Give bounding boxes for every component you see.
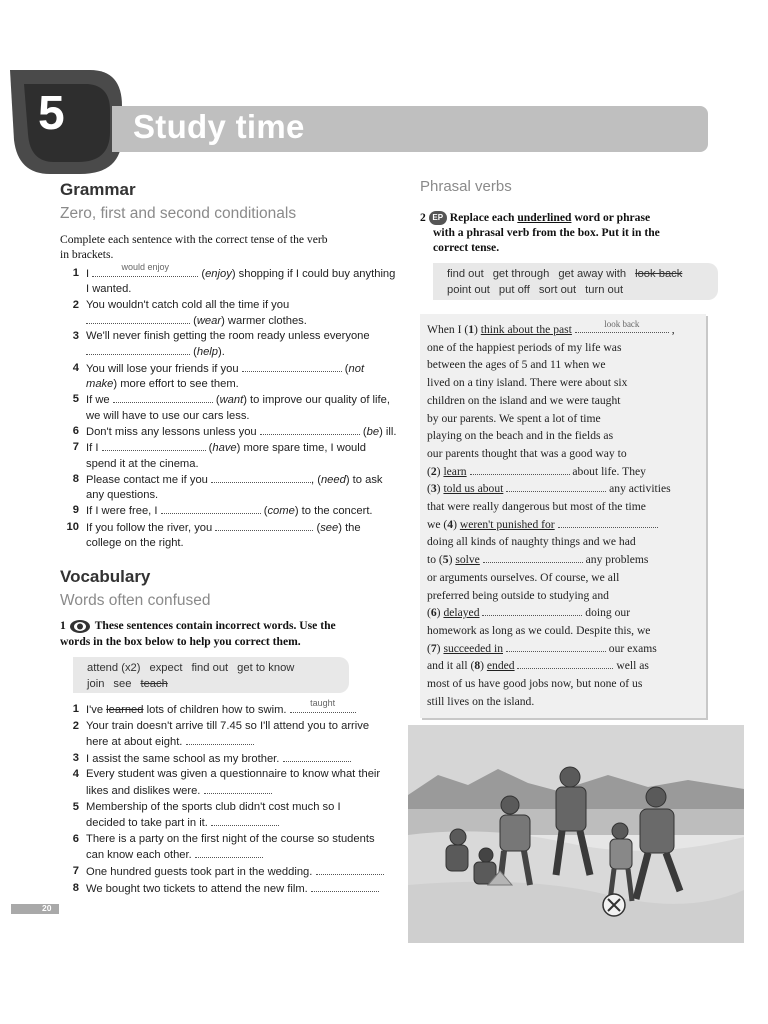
vocab-item: 5 Membership of the sports club didn't cost much so I decided to take part in it. bbox=[72, 800, 341, 830]
box-word: join bbox=[87, 678, 105, 690]
box-word-used: look back bbox=[635, 268, 683, 280]
box-word: find out bbox=[191, 662, 229, 674]
story-text: When I (1) think about the past look back , one of the happiest periods of my life was between the ages of 5 and 11 when we lived on a tiny island. There were about six children on the island and we were taught by our parents. We spent a lot of time playing on the beach and in the fields as our parents thought that was a good way to (2) learn about life. They (3) told us about any activities that were really dangerous but most of the time we (4) weren't punished for doing all kinds of naughty things and we had to (5) solve any problems or arguments ourselves. Of course, we all preferred being outside to studying and (6) delayed doing our homework as long as we could. Despite this, we (7) succeeded in our exams and it all (8) ended well as most of us have good jobs now, but none of us still lives on the island. bbox=[427, 319, 675, 708]
eye-icon bbox=[69, 619, 91, 634]
answer-blank[interactable] bbox=[311, 881, 379, 892]
grammar-item: 8 Please contact me if you , (need) to ask any questions. bbox=[72, 472, 383, 502]
box-word-used: teach bbox=[140, 678, 168, 690]
answer-blank[interactable] bbox=[483, 552, 583, 563]
answer-blank[interactable] bbox=[470, 464, 570, 475]
box-word: get to know bbox=[237, 662, 295, 674]
vocab-item: 6 There is a party on the first night of the course so students can know each other. bbox=[72, 832, 375, 862]
box-word: get through bbox=[492, 268, 550, 280]
answer-blank[interactable] bbox=[558, 517, 658, 528]
box-word: find out bbox=[447, 268, 484, 280]
grammar-heading: Grammar bbox=[60, 180, 136, 199]
grammar-item: 4 You will lose your friends if you (not make) more effort to see them. bbox=[72, 361, 365, 391]
box-word: attend (x2) bbox=[87, 662, 141, 674]
box-word: put off bbox=[498, 284, 530, 296]
answer-blank[interactable] bbox=[204, 783, 272, 794]
answer-blank[interactable]: would enjoy bbox=[92, 266, 198, 277]
answer-blank[interactable] bbox=[211, 472, 311, 483]
box-word: turn out bbox=[585, 284, 624, 296]
vocab-item: 1 I've learned lots of children how to swim. taught bbox=[60, 702, 410, 719]
answer-blank[interactable] bbox=[186, 734, 254, 745]
answer-blank[interactable] bbox=[482, 605, 582, 616]
beach-illustration bbox=[408, 725, 744, 943]
answer-blank[interactable] bbox=[113, 392, 213, 403]
answer-blank[interactable] bbox=[506, 481, 606, 492]
ep-icon: EP bbox=[429, 211, 447, 225]
unit-number: 5 bbox=[38, 87, 65, 140]
vocab-item: 3 I assist the same school as my brother. bbox=[60, 751, 410, 768]
grammar-item: 7 If I (have) more spare time, I would spend it at the cinema. bbox=[72, 441, 366, 470]
answer-blank[interactable] bbox=[506, 641, 606, 652]
answer-blank[interactable] bbox=[242, 361, 342, 372]
grammar-item: 3 We'll never finish getting the room ready unless everyone (help). bbox=[72, 330, 370, 359]
page-number-bar bbox=[11, 904, 59, 914]
answer-blank[interactable] bbox=[517, 658, 613, 669]
answer-blank[interactable] bbox=[316, 864, 384, 875]
answer-blank[interactable]: taught bbox=[290, 702, 356, 713]
page-number: 20 bbox=[42, 903, 52, 913]
grammar-item: 10 If you follow the river, you (see) the college on the right. bbox=[66, 520, 361, 550]
box-word: sort out bbox=[538, 284, 577, 296]
answer-blank[interactable] bbox=[161, 503, 261, 514]
grammar-item: 2 You wouldn't catch cold all the time if you (wear) warmer clothes. bbox=[72, 298, 307, 327]
grammar-item: 1 I would enjoy (enjoy) shopping if I could buy anything I wanted. bbox=[72, 262, 396, 296]
grammar-item: 5 If we (want) to improve our quality of life, we will have to use our cars less. bbox=[72, 393, 390, 422]
box-word: expect bbox=[149, 662, 183, 674]
page-title: Study time bbox=[133, 108, 305, 145]
vocab-item: 7 One hundred guests took part in the wedding. bbox=[60, 864, 410, 881]
unit-badge bbox=[10, 70, 122, 174]
answer-blank[interactable] bbox=[86, 344, 190, 355]
grammar-item: 9 If I were free, I (come) to the concert. bbox=[72, 504, 373, 518]
grammar-subheading: Zero, first and second conditionals bbox=[60, 205, 297, 222]
phrasal-heading: Phrasal verbs bbox=[420, 178, 512, 195]
box-word: get away with bbox=[558, 268, 627, 280]
vocab-item: 2 Your train doesn't arrive till 7.45 so I'll attend you to arrive here at about eight. bbox=[72, 719, 370, 749]
answer-blank[interactable] bbox=[102, 440, 206, 451]
vocab-item: 8 We bought two tickets to attend the new film. bbox=[60, 881, 410, 898]
answer-blank[interactable] bbox=[260, 424, 360, 435]
answer-blank[interactable] bbox=[211, 815, 279, 826]
grammar-item: 6 Don't miss any lessons unless you (be) ill. bbox=[72, 424, 397, 438]
vocabulary-subheading: Words often confused bbox=[60, 592, 211, 609]
answer-blank[interactable] bbox=[215, 520, 313, 531]
vocabulary-word-box bbox=[73, 657, 349, 693]
vocabulary-list bbox=[60, 698, 410, 897]
vocabulary-instruction: 1 These sentences contain incorrect words. Use the words in the box below to help you correct them. bbox=[60, 619, 336, 648]
box-word: see bbox=[113, 678, 132, 690]
phrasal-instruction: 2 EP Replace each underlined word or phrase with a phrasal verb from the box. Put it in the correct tense. bbox=[420, 211, 660, 255]
answer-blank[interactable] bbox=[283, 751, 351, 762]
vocab-item: 4 Every student was given a questionnaire to know what their likes and dislikes were. bbox=[72, 768, 381, 797]
answer-blank[interactable]: look back bbox=[575, 322, 669, 333]
answer-blank[interactable] bbox=[195, 847, 263, 858]
grammar-list bbox=[60, 262, 410, 551]
answer-blank[interactable] bbox=[86, 313, 190, 324]
phrasal-word-box bbox=[433, 263, 718, 300]
box-word: point out bbox=[447, 284, 490, 296]
grammar-instruction: Complete each sentence with the correct tense of the verb in brackets. bbox=[60, 233, 328, 261]
vocabulary-heading: Vocabulary bbox=[60, 567, 151, 586]
